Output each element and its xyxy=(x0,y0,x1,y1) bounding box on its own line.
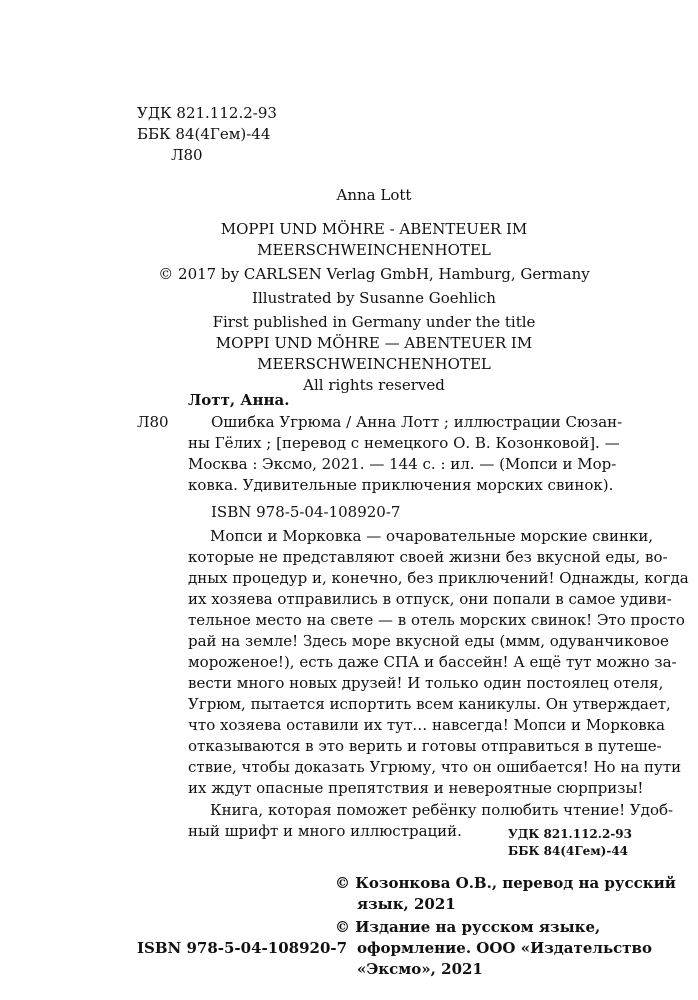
illustrated-by: Illustrated by Susanne Goehlich xyxy=(252,289,496,307)
edition-copyright-line2: оформление. ООО «Издательство xyxy=(357,939,652,957)
original-title-line2: MEERSCHWEINCHENHOTEL xyxy=(257,241,491,259)
bbk-code: ББК 84(4Гем)-44 xyxy=(137,125,271,143)
annotation-line: которые не представляют своей жизни без вкусной еды, во- xyxy=(188,548,668,566)
annotation-line: ный шрифт и много иллюстраций. xyxy=(188,822,462,840)
catalog-desc-line: Ошибка Угрюма / Анна Лотт ; иллюстрации Сюзан- xyxy=(211,413,623,431)
annotation-line: Мопси и Морковка — очаровательные морские свинки, xyxy=(210,527,654,545)
original-author: Anna Lott xyxy=(336,186,412,204)
annotation-line: отказываются в это верить и готовы отправиться в путеше- xyxy=(188,737,662,755)
udk-code: УДК 821.112.2-93 xyxy=(137,104,277,122)
annotation-line: Угрюм, пытается испортить всем каникулы. Он утверждает, xyxy=(188,695,671,713)
annotation-line: рай на земле! Здесь море вкусной еды (ммм, одуванчиковое xyxy=(188,632,669,650)
annotation-line: вести много новых друзей! И только один постоялец отеля, xyxy=(188,674,664,692)
isbn-bottom: ISBN 978-5-04-108920-7 xyxy=(137,939,348,957)
edition-copyright-line3: «Эксмо», 2021 xyxy=(357,960,483,978)
annotation-line: тельное место на свете — в отель морских свинок! Это просто xyxy=(188,611,685,629)
original-title2-line1: MOPPI UND MÖHRE — ABENTEUER IM xyxy=(215,334,533,352)
small-bbk-code: ББК 84(4Гем)-44 xyxy=(508,844,629,858)
edition-copyright-line1: © Издание на русском языке, xyxy=(335,918,601,936)
catalog-desc-line: ковка. Удивительные приключения морских свинок). xyxy=(188,476,614,494)
catalog-desc-line: ны Гёлих ; [перевод с немецкого О. В. Козонковой]. — xyxy=(188,434,620,452)
annotation-line: Книга, которая поможет ребёнку полюбить чтение! Удоб- xyxy=(210,801,674,819)
catalog-mark: Л80 xyxy=(137,413,169,431)
original-title2-line2: MEERSCHWEINCHENHOTEL xyxy=(257,355,491,373)
first-published: First published in Germany under the title xyxy=(212,313,536,331)
annotation-line: мороженое!), есть даже СПА и бассейн! А ещё тут можно за- xyxy=(188,653,677,671)
annotation-line: ствие, чтобы доказать Угрюму, что он ошибается! Но на пути xyxy=(188,758,682,776)
annotation-line: что хозяева оставили их тут… навсегда! Мопси и Морковка xyxy=(188,716,665,734)
annotation-line: их ждут опасные препятствия и невероятные сюрпризы! xyxy=(188,779,644,797)
catalog-author-heading: Лотт, Анна. xyxy=(188,391,290,409)
author-mark: Л80 xyxy=(171,146,203,164)
annotation-line: их хозяева отправились в отпуск, они попали в самое удиви- xyxy=(188,590,672,608)
all-rights-reserved: All rights reserved xyxy=(303,376,445,394)
translation-copyright-line2: язык, 2021 xyxy=(357,895,456,913)
catalog-desc-line: Москва : Эксмо, 2021. — 144 с. : ил. — (Мопси и Мор- xyxy=(188,455,617,473)
annotation-line: дных процедур и, конечно, без приключений! Однажды, когда xyxy=(188,569,689,587)
translation-copyright-line1: © Козонкова О.В., перевод на русский xyxy=(335,874,676,892)
small-udk-code: УДК 821.112.2-93 xyxy=(508,827,632,841)
catalog-isbn: ISBN 978-5-04-108920-7 xyxy=(211,503,401,521)
original-copyright: © 2017 by CARLSEN Verlag GmbH, Hamburg, Germany xyxy=(158,265,590,283)
original-title-line1: MOPPI UND MÖHRE - ABENTEUER IM xyxy=(220,220,528,238)
